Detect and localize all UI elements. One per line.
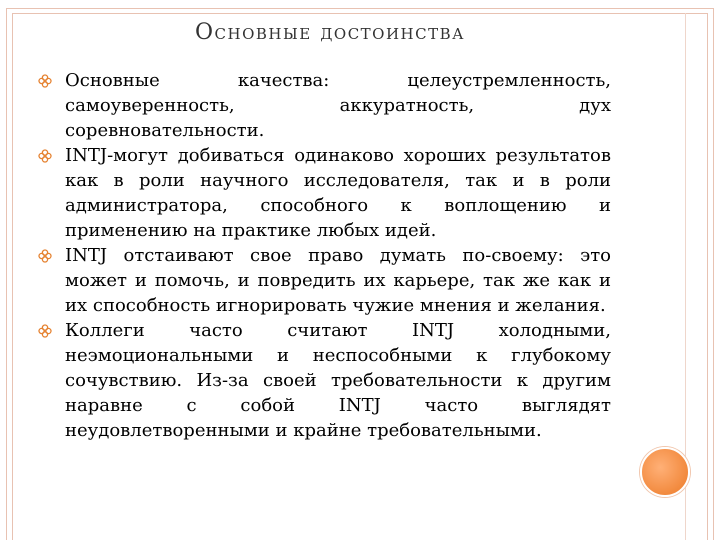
bullet-text: Основные качества: целеустремленность, самоуверенность, аккуратность, дух соревновательности.: [65, 70, 611, 141]
bullet-list: [38, 68, 611, 443]
flower-bullet-icon: [38, 74, 52, 88]
bullet-item: [38, 68, 611, 143]
flower-bullet-icon: [38, 249, 52, 263]
accent-circle: [640, 447, 690, 497]
frame-line-left-inner: [12, 13, 13, 540]
bullet-text: INTJ отстаивают свое право думать по-своему: это может и помочь, и повредить их карьере, так же как и их способность игнорировать чужие мнения и желания.: [65, 245, 611, 316]
frame-line-top-inner: [12, 13, 708, 14]
bullet-item: [38, 318, 611, 443]
frame-line-right-inner: [707, 13, 708, 540]
bullet-item: [38, 243, 611, 318]
slide-title: Основные достоинства: [195, 20, 465, 45]
bullet-text: Коллеги часто считают INTJ холодными, неэмоциональными и неспособными к глубокому сочувствию. Из-за своей требовательности к другим наравне с собой INTJ часто выглядят неудовлетворенными и крайне требовательными.: [65, 320, 611, 441]
flower-bullet-icon: [38, 324, 52, 338]
frame-line-left-outer: [6, 8, 7, 540]
bullet-item: [38, 143, 611, 243]
flower-bullet-icon: [38, 149, 52, 163]
bullet-text: INTJ-могут добиваться одинаково хороших результатов как в роли научного исследователя, так и в роли администратора, способного к воплощению и применению на практике любых идей.: [65, 145, 611, 241]
frame-line-right-outer: [713, 8, 714, 540]
frame-line-top-outer: [6, 8, 714, 9]
